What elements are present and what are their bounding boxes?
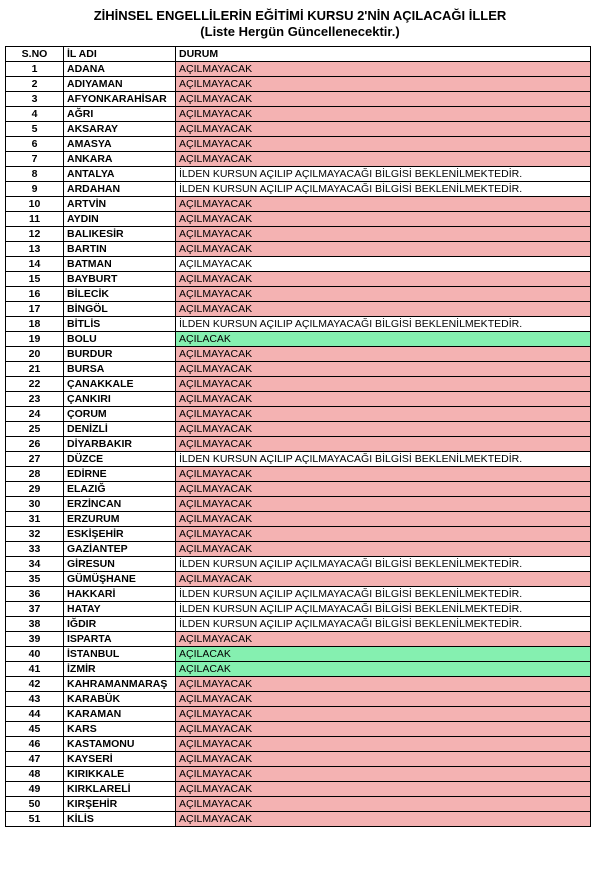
cell-sno: 51 xyxy=(6,812,64,827)
cell-sno: 35 xyxy=(6,572,64,587)
table-row xyxy=(6,782,591,797)
cell-durum: AÇILMAYACAK xyxy=(176,137,591,152)
cell-sno: 18 xyxy=(6,317,64,332)
cell-sno: 14 xyxy=(6,257,64,272)
cell-il-adi: AFYONKARAHİSAR xyxy=(64,92,176,107)
cell-sno: 36 xyxy=(6,587,64,602)
cell-il-adi: BİLECİK xyxy=(64,287,176,302)
cell-sno: 19 xyxy=(6,332,64,347)
cell-il-adi: KASTAMONU xyxy=(64,737,176,752)
cell-durum: AÇILMAYACAK xyxy=(176,347,591,362)
cell-sno: 47 xyxy=(6,752,64,767)
cell-durum: AÇILMAYACAK xyxy=(176,782,591,797)
cell-durum: AÇILMAYACAK xyxy=(176,692,591,707)
cell-sno: 34 xyxy=(6,557,64,572)
cell-sno: 27 xyxy=(6,452,64,467)
cell-il-adi: EDİRNE xyxy=(64,467,176,482)
cell-il-adi: GİRESUN xyxy=(64,557,176,572)
table-row xyxy=(6,602,591,617)
cell-sno: 15 xyxy=(6,272,64,287)
table-row xyxy=(6,182,591,197)
cell-durum: AÇILMAYACAK xyxy=(176,122,591,137)
cell-sno: 16 xyxy=(6,287,64,302)
table-header-row xyxy=(6,47,591,62)
table-row xyxy=(6,812,591,827)
cell-sno: 50 xyxy=(6,797,64,812)
cell-durum: AÇILMAYACAK xyxy=(176,302,591,317)
table-row xyxy=(6,287,591,302)
cell-sno: 24 xyxy=(6,407,64,422)
table-row xyxy=(6,257,591,272)
cell-il-adi: KIRIKKALE xyxy=(64,767,176,782)
cell-sno: 10 xyxy=(6,197,64,212)
header-sno: S.NO xyxy=(6,47,64,62)
cell-sno: 23 xyxy=(6,392,64,407)
table-row xyxy=(6,77,591,92)
provinces-table xyxy=(5,46,591,827)
cell-durum: AÇILMAYACAK xyxy=(176,407,591,422)
cell-il-adi: BURSA xyxy=(64,362,176,377)
cell-il-adi: KAHRAMANMARAŞ xyxy=(64,677,176,692)
cell-durum: AÇILMAYACAK xyxy=(176,77,591,92)
cell-durum: AÇILACAK xyxy=(176,662,591,677)
table-row xyxy=(6,527,591,542)
table-row xyxy=(6,557,591,572)
cell-durum: AÇILMAYACAK xyxy=(176,392,591,407)
cell-durum: AÇILMAYACAK xyxy=(176,422,591,437)
cell-sno: 38 xyxy=(6,617,64,632)
cell-il-adi: AMASYA xyxy=(64,137,176,152)
cell-sno: 40 xyxy=(6,647,64,662)
table-row xyxy=(6,767,591,782)
cell-il-adi: HATAY xyxy=(64,602,176,617)
cell-il-adi: BAYBURT xyxy=(64,272,176,287)
table-row xyxy=(6,797,591,812)
cell-sno: 30 xyxy=(6,497,64,512)
table-row xyxy=(6,647,591,662)
cell-sno: 1 xyxy=(6,62,64,77)
table-row xyxy=(6,317,591,332)
cell-il-adi: ADIYAMAN xyxy=(64,77,176,92)
cell-durum: AÇILMAYACAK xyxy=(176,272,591,287)
cell-il-adi: ÇORUM xyxy=(64,407,176,422)
cell-sno: 31 xyxy=(6,512,64,527)
cell-durum: AÇILMAYACAK xyxy=(176,107,591,122)
table-row xyxy=(6,302,591,317)
cell-sno: 48 xyxy=(6,767,64,782)
cell-il-adi: KARAMAN xyxy=(64,707,176,722)
table-row xyxy=(6,107,591,122)
cell-il-adi: ELAZIĞ xyxy=(64,482,176,497)
cell-durum: AÇILMAYACAK xyxy=(176,257,591,272)
cell-il-adi: BALIKESİR xyxy=(64,227,176,242)
cell-durum: AÇILMAYACAK xyxy=(176,812,591,827)
cell-durum: AÇILMAYACAK xyxy=(176,497,591,512)
cell-il-adi: ISPARTA xyxy=(64,632,176,647)
cell-sno: 9 xyxy=(6,182,64,197)
cell-durum: AÇILMAYACAK xyxy=(176,197,591,212)
cell-durum: AÇILMAYACAK xyxy=(176,542,591,557)
table-row xyxy=(6,512,591,527)
cell-durum: İLDEN KURSUN AÇILIP AÇILMAYACAĞI BİLGİSİ BEKLENİLMEKTEDİR. xyxy=(176,182,591,197)
table-row xyxy=(6,482,591,497)
cell-il-adi: DİYARBAKIR xyxy=(64,437,176,452)
cell-durum: AÇILMAYACAK xyxy=(176,242,591,257)
cell-sno: 3 xyxy=(6,92,64,107)
cell-il-adi: BARTIN xyxy=(64,242,176,257)
cell-il-adi: ÇANAKKALE xyxy=(64,377,176,392)
cell-durum: AÇILACAK xyxy=(176,647,591,662)
cell-il-adi: DENİZLİ xyxy=(64,422,176,437)
table-row xyxy=(6,167,591,182)
cell-sno: 29 xyxy=(6,482,64,497)
cell-durum: AÇILMAYACAK xyxy=(176,152,591,167)
cell-durum: AÇILMAYACAK xyxy=(176,527,591,542)
cell-il-adi: ESKİŞEHİR xyxy=(64,527,176,542)
cell-durum: AÇILMAYACAK xyxy=(176,482,591,497)
cell-durum: AÇILMAYACAK xyxy=(176,707,591,722)
cell-il-adi: KARABÜK xyxy=(64,692,176,707)
cell-durum: AÇILMAYACAK xyxy=(176,737,591,752)
cell-durum: İLDEN KURSUN AÇILIP AÇILMAYACAĞI BİLGİSİ BEKLENİLMEKTEDİR. xyxy=(176,602,591,617)
cell-durum: İLDEN KURSUN AÇILIP AÇILMAYACAĞI BİLGİSİ BEKLENİLMEKTEDİR. xyxy=(176,617,591,632)
cell-sno: 33 xyxy=(6,542,64,557)
table-row xyxy=(6,497,591,512)
cell-il-adi: BİNGÖL xyxy=(64,302,176,317)
table-row xyxy=(6,542,591,557)
table-row xyxy=(6,617,591,632)
cell-sno: 46 xyxy=(6,737,64,752)
cell-sno: 26 xyxy=(6,437,64,452)
cell-durum: AÇILMAYACAK xyxy=(176,767,591,782)
cell-il-adi: GAZİANTEP xyxy=(64,542,176,557)
cell-sno: 43 xyxy=(6,692,64,707)
cell-durum: AÇILMAYACAK xyxy=(176,752,591,767)
page-subtitle: (Liste Hergün Güncellenecektir.) xyxy=(200,24,400,39)
cell-il-adi: ARTVİN xyxy=(64,197,176,212)
cell-durum: AÇILMAYACAK xyxy=(176,512,591,527)
cell-il-adi: AYDIN xyxy=(64,212,176,227)
cell-durum: AÇILMAYACAK xyxy=(176,62,591,77)
table-row xyxy=(6,587,591,602)
table-row xyxy=(6,632,591,647)
cell-sno: 13 xyxy=(6,242,64,257)
cell-durum: AÇILMAYACAK xyxy=(176,362,591,377)
table-row xyxy=(6,392,591,407)
table-row xyxy=(6,332,591,347)
cell-il-adi: BOLU xyxy=(64,332,176,347)
cell-sno: 20 xyxy=(6,347,64,362)
table-row xyxy=(6,677,591,692)
cell-il-adi: HAKKARİ xyxy=(64,587,176,602)
cell-il-adi: ERZURUM xyxy=(64,512,176,527)
table-row xyxy=(6,722,591,737)
table-row xyxy=(6,437,591,452)
cell-sno: 2 xyxy=(6,77,64,92)
cell-sno: 11 xyxy=(6,212,64,227)
cell-sno: 45 xyxy=(6,722,64,737)
table-row xyxy=(6,152,591,167)
table-row xyxy=(6,377,591,392)
cell-sno: 49 xyxy=(6,782,64,797)
cell-sno: 8 xyxy=(6,167,64,182)
cell-il-adi: AKSARAY xyxy=(64,122,176,137)
table-row xyxy=(6,452,591,467)
cell-il-adi: IĞDIR xyxy=(64,617,176,632)
cell-sno: 39 xyxy=(6,632,64,647)
table-row xyxy=(6,407,591,422)
cell-sno: 22 xyxy=(6,377,64,392)
table-row xyxy=(6,272,591,287)
cell-sno: 25 xyxy=(6,422,64,437)
table-row xyxy=(6,662,591,677)
table-row xyxy=(6,752,591,767)
cell-il-adi: ÇANKIRI xyxy=(64,392,176,407)
page-title: ZİHİNSEL ENGELLİLERİN EĞİTİMİ KURSU 2'NİN AÇILACAĞI İLLER xyxy=(93,8,507,23)
cell-sno: 4 xyxy=(6,107,64,122)
cell-il-adi: ANKARA xyxy=(64,152,176,167)
cell-durum: AÇILMAYACAK xyxy=(176,722,591,737)
table-row xyxy=(6,347,591,362)
cell-durum: AÇILMAYACAK xyxy=(176,467,591,482)
cell-il-adi: DÜZCE xyxy=(64,452,176,467)
cell-il-adi: BİTLİS xyxy=(64,317,176,332)
table-row xyxy=(6,197,591,212)
cell-il-adi: KARS xyxy=(64,722,176,737)
cell-durum: AÇILMAYACAK xyxy=(176,632,591,647)
header-durum: DURUM xyxy=(176,47,591,62)
cell-il-adi: KAYSERİ xyxy=(64,752,176,767)
table-row xyxy=(6,707,591,722)
cell-il-adi: AĞRI xyxy=(64,107,176,122)
cell-sno: 5 xyxy=(6,122,64,137)
cell-il-adi: KİLİS xyxy=(64,812,176,827)
cell-sno: 44 xyxy=(6,707,64,722)
cell-sno: 28 xyxy=(6,467,64,482)
table-row xyxy=(6,92,591,107)
table-row xyxy=(6,62,591,77)
table-row xyxy=(6,242,591,257)
cell-il-adi: BURDUR xyxy=(64,347,176,362)
table-row xyxy=(6,422,591,437)
cell-il-adi: İZMİR xyxy=(64,662,176,677)
table-row xyxy=(6,467,591,482)
cell-sno: 41 xyxy=(6,662,64,677)
table-row xyxy=(6,572,591,587)
cell-durum: AÇILMAYACAK xyxy=(176,437,591,452)
cell-il-adi: İSTANBUL xyxy=(64,647,176,662)
cell-il-adi: ADANA xyxy=(64,62,176,77)
cell-durum: AÇILMAYACAK xyxy=(176,212,591,227)
cell-sno: 32 xyxy=(6,527,64,542)
table-row xyxy=(6,737,591,752)
table-row xyxy=(6,362,591,377)
cell-durum: AÇILMAYACAK xyxy=(176,287,591,302)
cell-sno: 7 xyxy=(6,152,64,167)
cell-durum: AÇILMAYACAK xyxy=(176,677,591,692)
cell-sno: 6 xyxy=(6,137,64,152)
cell-sno: 37 xyxy=(6,602,64,617)
cell-sno: 42 xyxy=(6,677,64,692)
cell-durum: AÇILMAYACAK xyxy=(176,227,591,242)
header-il-adi: İL ADI xyxy=(64,47,176,62)
cell-il-adi: KIRŞEHİR xyxy=(64,797,176,812)
cell-durum: İLDEN KURSUN AÇILIP AÇILMAYACAĞI BİLGİSİ BEKLENİLMEKTEDİR. xyxy=(176,452,591,467)
cell-il-adi: ERZİNCAN xyxy=(64,497,176,512)
cell-durum: AÇILMAYACAK xyxy=(176,377,591,392)
cell-sno: 21 xyxy=(6,362,64,377)
cell-durum: AÇILACAK xyxy=(176,332,591,347)
cell-sno: 17 xyxy=(6,302,64,317)
cell-il-adi: BATMAN xyxy=(64,257,176,272)
cell-durum: İLDEN KURSUN AÇILIP AÇILMAYACAĞI BİLGİSİ BEKLENİLMEKTEDİR. xyxy=(176,557,591,572)
cell-sno: 12 xyxy=(6,227,64,242)
table-row xyxy=(6,692,591,707)
cell-durum: İLDEN KURSUN AÇILIP AÇILMAYACAĞI BİLGİSİ BEKLENİLMEKTEDİR. xyxy=(176,167,591,182)
cell-il-adi: KIRKLARELİ xyxy=(64,782,176,797)
table-row xyxy=(6,122,591,137)
table-row xyxy=(6,212,591,227)
cell-durum: AÇILMAYACAK xyxy=(176,797,591,812)
table-row xyxy=(6,227,591,242)
cell-il-adi: GÜMÜŞHANE xyxy=(64,572,176,587)
cell-il-adi: ARDAHAN xyxy=(64,182,176,197)
cell-durum: İLDEN KURSUN AÇILIP AÇILMAYACAĞI BİLGİSİ BEKLENİLMEKTEDİR. xyxy=(176,317,591,332)
table-row xyxy=(6,137,591,152)
cell-il-adi: ANTALYA xyxy=(64,167,176,182)
cell-durum: İLDEN KURSUN AÇILIP AÇILMAYACAĞI BİLGİSİ BEKLENİLMEKTEDİR. xyxy=(176,587,591,602)
cell-durum: AÇILMAYACAK xyxy=(176,92,591,107)
cell-durum: AÇILMAYACAK xyxy=(176,572,591,587)
